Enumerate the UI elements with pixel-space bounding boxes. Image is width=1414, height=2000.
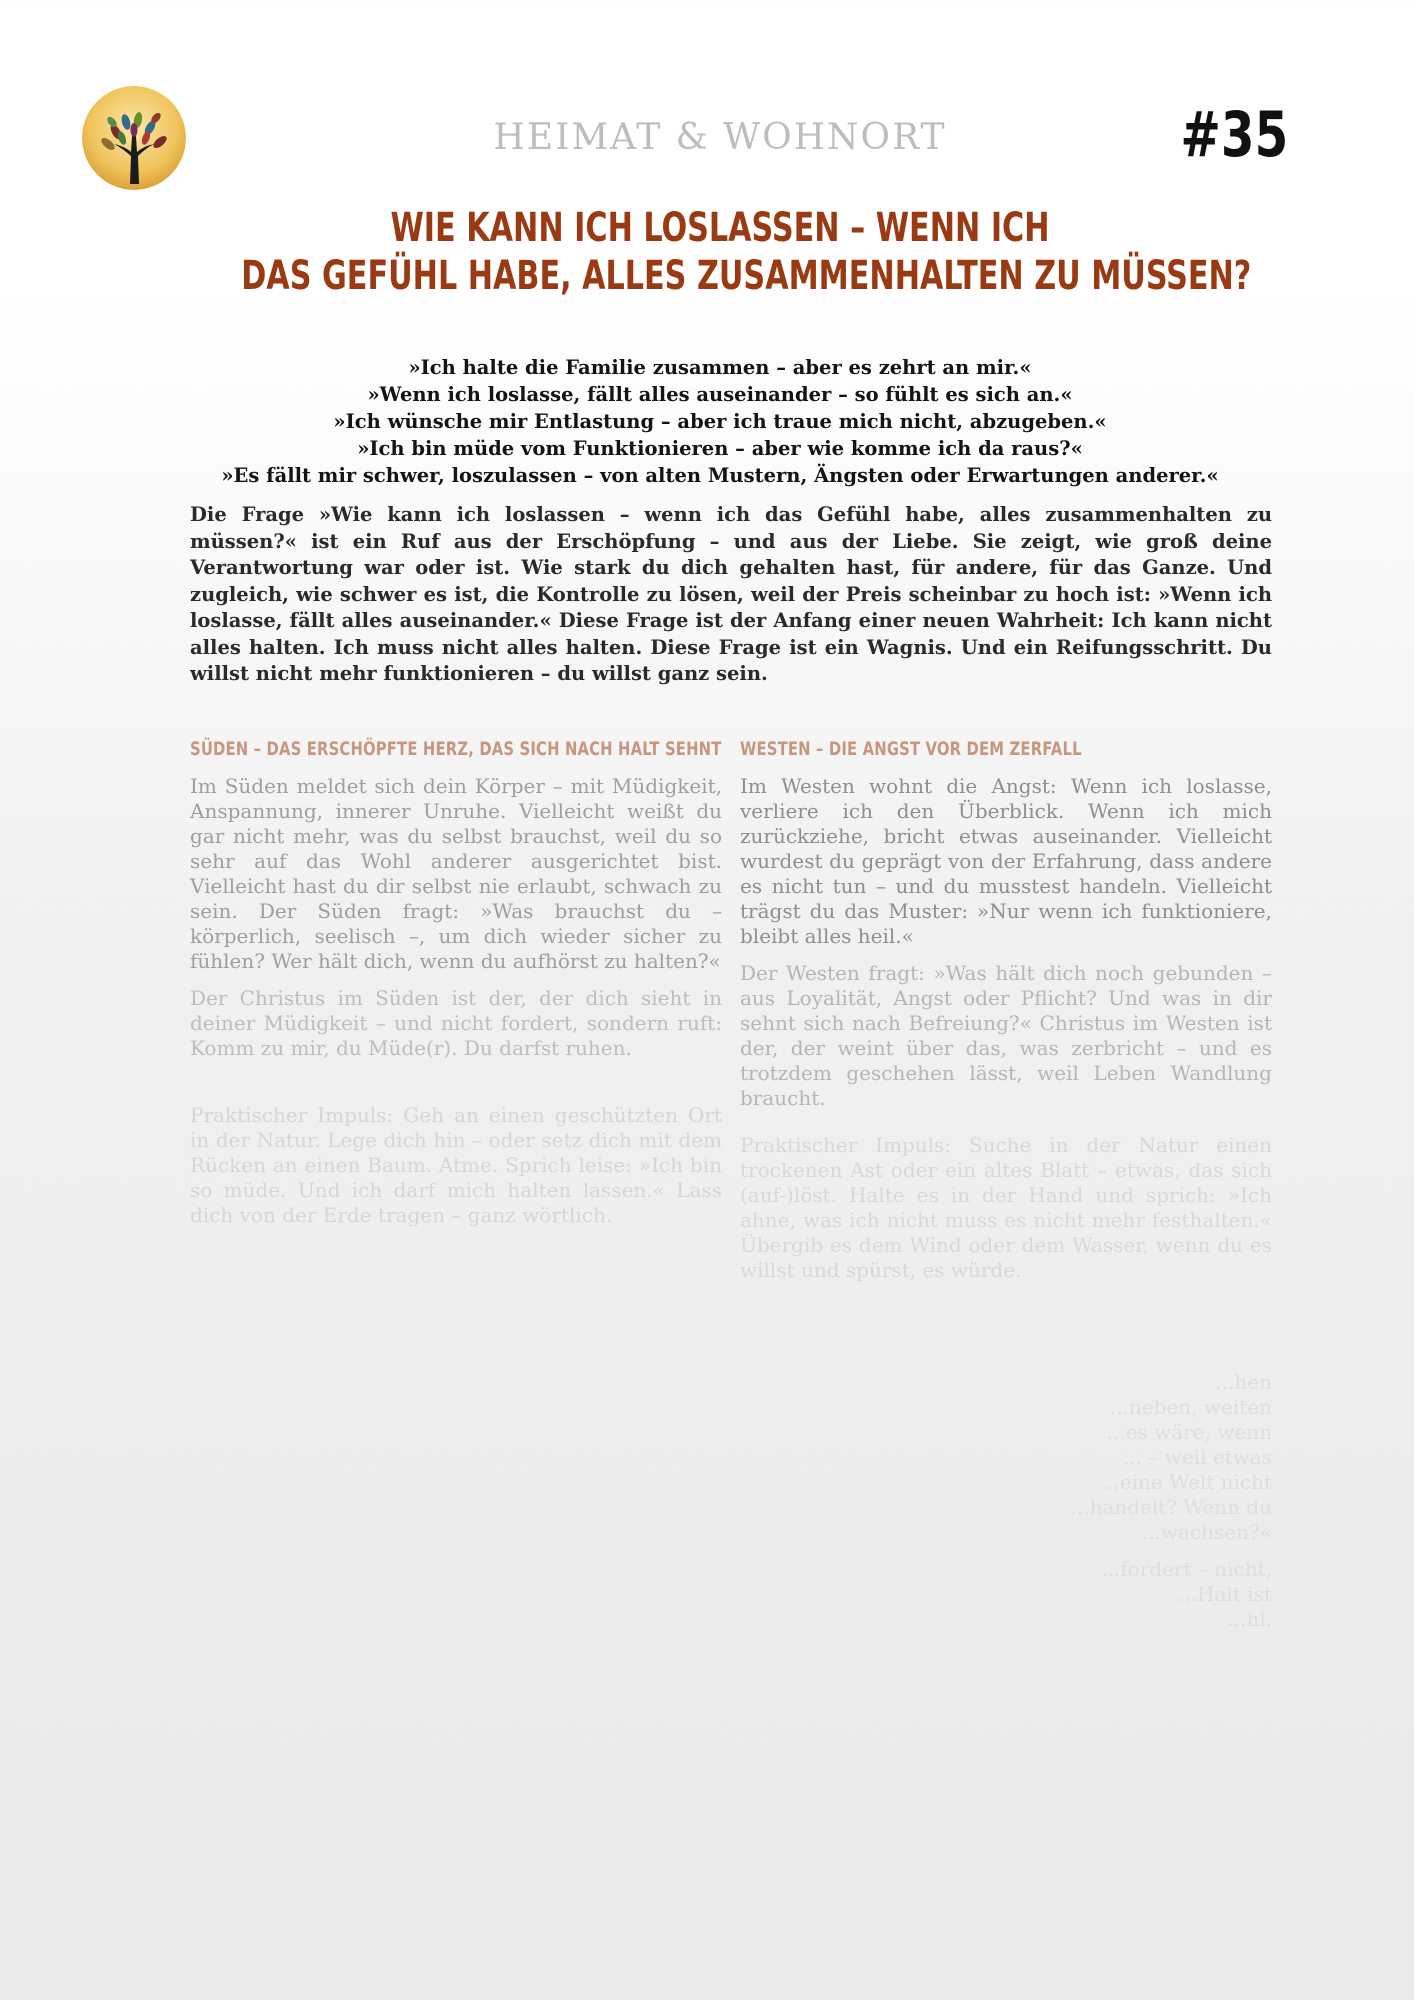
fragment-line: ...Halt ist	[1178, 1582, 1272, 1606]
faded-text-fragment	[1060, 1370, 1272, 1632]
fragment-line: ...eine Welt nicht	[1100, 1470, 1272, 1494]
quote-list	[150, 354, 1290, 489]
south-paragraph-1: Im Süden meldet sich dein Körper – mit Müdigkeit, Anspannung, innerer Unruhe. Vielleicht weißt du gar nicht mehr, was du selbst brauchst, weil du so sehr auf das Wohl anderer ausgerichtet bist. Vielleicht hast du dir selbst nie erlaubt, schwach zu sein. Der Süden fragt: »Was brauchst du – körperlich, seelisch –, um dich wieder sicher zu fühlen? Wer hält dich, wenn du aufhörst zu halten?«	[190, 774, 722, 973]
west-heading: WESTEN – DIE ANGST VOR DEM ZERFALL	[740, 738, 1082, 760]
fragment-line: ...wachsen?«	[1141, 1520, 1272, 1544]
quote-item: »Ich bin müde vom Funktionieren – aber wie komme ich da raus?«	[357, 437, 1083, 460]
page-number: #35	[1180, 98, 1288, 171]
fragment-line: ...hl.	[1227, 1607, 1272, 1631]
title-line-2: DAS GEFÜHL HABE, ALLES ZUSAMMENHALTEN ZU MÜSSEN?	[241, 253, 1252, 299]
title-line-1: WIE KANN ICH LOSLASSEN – WENN ICH	[390, 205, 1050, 251]
south-practical-impulse: Praktischer Impuls: Geh an einen geschützten Ort in der Natur. Lege dich hin – oder setz dich mit dem Rücken an einen Baum. Atme. Sprich leise: »Ich bin so müde. Und ich darf mich halten lassen.« Lass dich von der Erde tragen – ganz wörtlich.	[190, 1103, 722, 1227]
fragment-line: ... – weil etwas	[1122, 1445, 1272, 1469]
quote-item: »Ich halte die Familie zusammen – aber es zehrt an mir.«	[408, 356, 1032, 379]
south-column	[190, 734, 722, 1228]
quote-item: »Wenn ich loslasse, fällt alles auseinander – so fühlt es sich an.«	[367, 383, 1073, 406]
intro-paragraph: Die Frage »Wie kann ich loslassen – wenn ich das Gefühl habe, alles zusammenhalten zu müssen?« ist ein Ruf aus der Erschöpfung – und aus der Liebe. Sie zeigt, wie groß deine Verantwortung war oder ist. Wie stark du dich gehalten hast, für andere, für das Ganze. Und zugleich, wie schwer es ist, die Kontrolle zu lösen, weil der Preis scheinbar zu hoch ist: »Wenn ich loslasse, fällt alles auseinander.« Diese Frage ist der Anfang einer neuen Wahrheit: Ich kann nicht alles halten. Ich muss nicht alles halten. Diese Frage ist ein Wagnis. Und ein Reifungsschritt. Du willst nicht mehr funktionieren – du willst ganz sein.	[190, 503, 1272, 685]
south-heading: SÜDEN – DAS ERSCHÖPFTE HERZ, DAS SICH NACH HALT SEHNT	[190, 738, 722, 760]
west-column	[740, 734, 1272, 1283]
quote-item: »Es fällt mir schwer, loszulassen – von alten Mustern, Ängsten oder Erwartungen anderer.«	[221, 464, 1219, 487]
page-title	[241, 204, 1252, 300]
fragment-line: ...hen	[1215, 1370, 1272, 1394]
west-paragraph-1: Im Westen wohnt die Angst: Wenn ich loslasse, verliere ich den Überblick. Wenn ich mich zurückziehe, bricht etwas auseinander. Vielleicht wurdest du geprägt von der Erfahrung, dass andere es nicht tun – und du musstest handeln. Vielleicht trägst du das Muster: »Nur wenn ich funktioniere, bleibt alles heil.«	[740, 774, 1272, 948]
quote-item: »Ich wünsche mir Entlastung – aber ich traue mich nicht, abzugeben.«	[333, 410, 1107, 433]
west-paragraph-2: Der Westen fragt: »Was hält dich noch gebunden – aus Loyalität, Angst oder Pflicht? Und was in dir sehnt sich nach Befreiung?« Christus im Westen ist der, der weint über das, was zerbricht – und es trotzdem geschehen lässt, weil Leben Wandlung braucht.	[740, 961, 1272, 1110]
fragment-line: ...neben, weiten	[1109, 1395, 1272, 1419]
fragment-line: ...es wäre, wenn	[1106, 1420, 1272, 1444]
south-paragraph-2: Der Christus im Süden ist der, der dich sieht in deiner Müdigkeit – und nicht fordert, sondern ruft: Komm zu mir, du Müde(r). Du darfst ruhen.	[190, 986, 722, 1060]
fragment-line: ...fordert – nicht,	[1101, 1557, 1272, 1581]
fragment-line: ...handelt? Wenn du	[1070, 1495, 1272, 1519]
section-label: HEIMAT & WOHNORT	[493, 117, 947, 158]
west-practical-impulse: Praktischer Impuls: Suche in der Natur einen trockenen Ast oder ein altes Blatt – etwas, das sich (auf-)löst. Halte es in der Hand und sprich: »Ich ahne, was ich nicht muss es nicht mehr festhalten.« Übergib es dem Wind oder dem Wasser, wenn du es willst und spürst, es würde.	[740, 1133, 1272, 1282]
